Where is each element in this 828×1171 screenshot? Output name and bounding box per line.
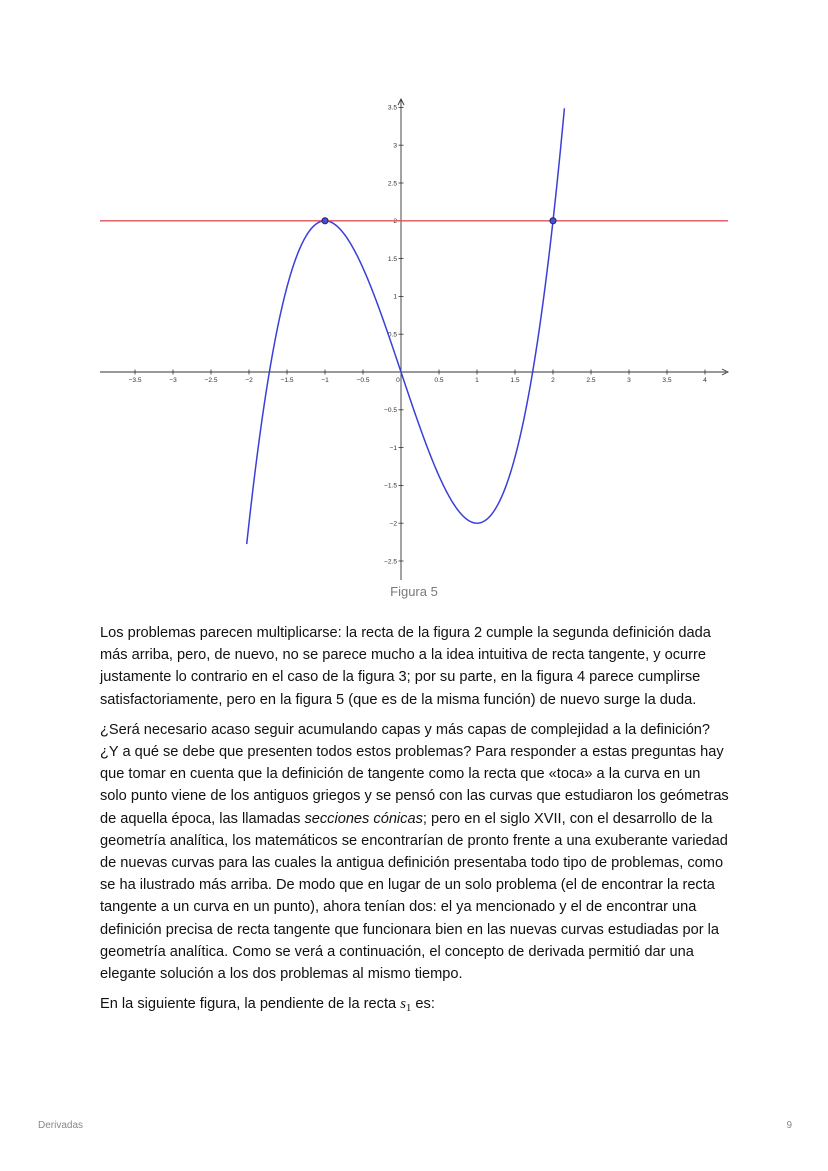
conic-sections-term: secciones cónicas <box>304 810 423 827</box>
x-tick-label: −3.5 <box>128 377 142 384</box>
y-tick-label: −2 <box>389 520 397 528</box>
y-tick-label: 2.5 <box>387 180 397 188</box>
x-tick-label: 3 <box>627 377 631 384</box>
page-number: 9 <box>786 1120 792 1131</box>
paragraph-1: Los problemas parecen multiplicarse: la recta de la figura 2 cumple la segunda definición dada más arriba, pero, de nuevo, no se parece mucho a la idea intuitiva de recta tangente, y ocurre justamente lo contrario en el caso de la figura 3; por su parte, en la figura 4 parece cumplirse satisfactoriamente, pero en la figura 5 (que es de la misma función) de nuevo surge la duda. <box>100 625 711 708</box>
paragraph-3-part-b: es: <box>411 996 435 1013</box>
x-tick-label: −1 <box>321 377 329 384</box>
x-tick-label: 1 <box>475 377 479 384</box>
paragraph-2-part-b: ; pero en el siglo XVII, con el desarrollo de la geometría analítica, los matemáticos se encontrarían de pronto frente a una exuberante variedad de nuevas curvas para las cuales la antigua definición presentaba todo tipo de problemas, como se ha ilustrado más arriba. De modo que en lugar de un solo problema (el de encontrar la recta tangente a un curva en un punto), ahora tenían dos: el ya mencionado y el de encontrar una definición precisa de recta tangente que funcionara bien en las nuevas curvas estudiadas por la geometría analítica. Como se verá a continuación, el concepto de derivada permitió dar una elegante solución a los dos problemas al mismo tiempo. <box>100 810 728 983</box>
x-tick-label: 4 <box>703 377 707 384</box>
intersection-point <box>550 218 556 224</box>
y-tick-label: 3 <box>393 142 397 150</box>
plot-svg <box>0 0 828 580</box>
x-tick-label: 0 <box>396 377 400 384</box>
y-tick-label: −1 <box>389 444 397 452</box>
function-graph <box>0 0 828 580</box>
y-tick-label: 1 <box>393 293 397 301</box>
x-tick-label: −0.5 <box>356 377 370 384</box>
math-subscript: 1 <box>405 1002 412 1015</box>
x-tick-label: −1.5 <box>280 377 294 384</box>
intersection-point <box>322 218 328 224</box>
x-tick-label: −3 <box>169 377 177 384</box>
function-curve <box>247 108 565 544</box>
y-tick-label: 0.5 <box>387 331 397 339</box>
x-tick-label: 2 <box>551 377 555 384</box>
x-tick-label: 3.5 <box>662 377 672 384</box>
y-tick-label: 1.5 <box>387 255 397 263</box>
x-tick-label: 0.5 <box>434 377 444 384</box>
x-tick-label: 1.5 <box>510 377 520 384</box>
body-text <box>100 622 730 1027</box>
y-tick-label: −1.5 <box>383 482 397 490</box>
paragraph-3-part-a: En la siguiente figura, la pendiente de la recta <box>100 996 401 1013</box>
paragraph-3 <box>100 993 730 1019</box>
paragraph-2 <box>100 719 730 985</box>
footer-title: Derivadas <box>38 1120 84 1131</box>
figure-caption: Figura 5 <box>390 584 438 599</box>
paragraph-2-part-a: ¿Será necesario acaso seguir acumulando capas y más capas de complejidad a la definición? ¿Y a qué se debe que presenten todos estos problemas? Para responder a estas preguntas hay que tomar en cuenta que la definición de tangente como la recta que «toca» a la curva en un solo punto viene de los antiguos griegos y se pensó con las curvas que estudiaron los geómetras de aquella época, las llamadas <box>100 721 729 827</box>
x-tick-label: −2 <box>245 377 253 384</box>
math-variable-s: s <box>400 996 406 1013</box>
y-tick-label: 3.5 <box>387 104 397 112</box>
y-tick-label: −0.5 <box>383 407 397 415</box>
x-tick-label: 2.5 <box>586 377 596 384</box>
y-tick-label: −2.5 <box>383 558 397 566</box>
y-tick-label: 2 <box>393 218 397 226</box>
x-tick-label: −2.5 <box>204 377 218 384</box>
